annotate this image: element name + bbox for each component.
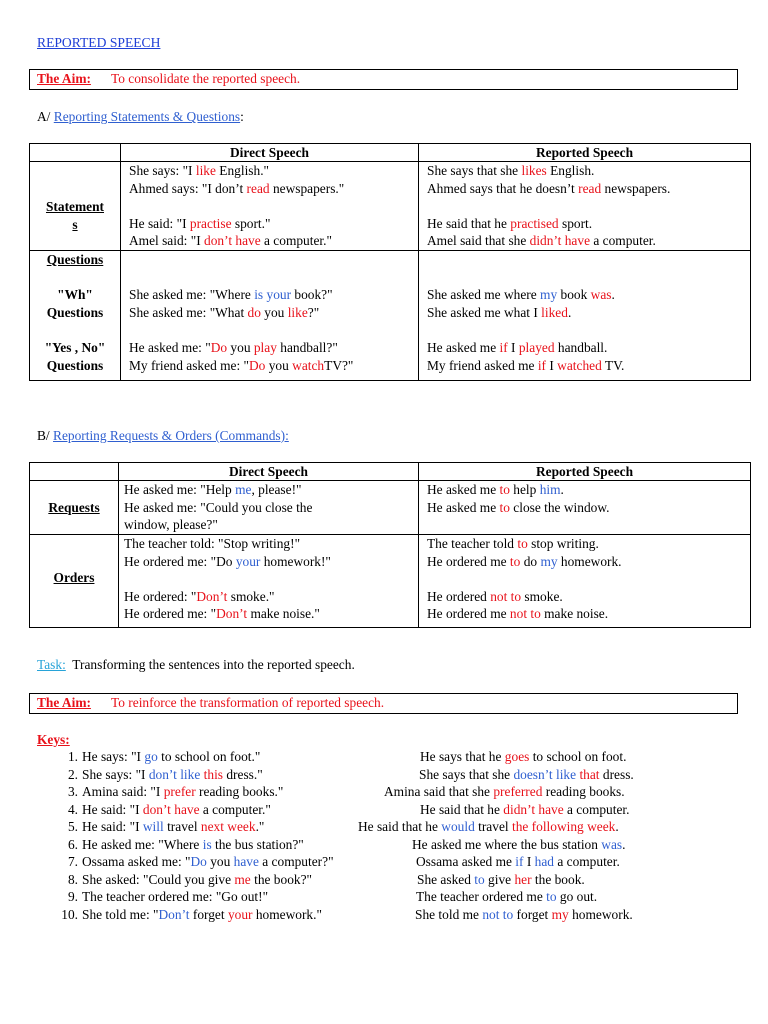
wh-reported-2: She asked me what I liked. — [427, 304, 572, 320]
label-statements-line2: s — [72, 216, 78, 232]
label-orders — [30, 535, 119, 628]
order-direct-1: The teacher told: "Stop writing!" — [124, 536, 301, 551]
label-statements — [30, 162, 121, 251]
table-b-header-reported: Reported Speech — [419, 463, 751, 481]
request-reported-2: He asked me to close the window. — [427, 499, 610, 515]
label-orders-text: Orders — [53, 570, 95, 585]
yn-reported-1: He asked me if I played handball. — [427, 339, 608, 355]
statement-direct-3: He said: "I practise sport." — [129, 215, 271, 231]
section-a-suffix: : — [240, 109, 244, 124]
wh-reported-1: She asked me where my book was. — [427, 287, 615, 303]
orders-reported — [419, 535, 751, 628]
yn-direct-2: My friend asked me: "Do you watchTV?" — [129, 357, 354, 373]
task-line — [37, 657, 355, 673]
section-b-title[interactable]: Reporting Requests & Orders (Commands): — [53, 428, 289, 443]
document-title: REPORTED SPEECH — [37, 35, 161, 50]
order-reported-1: The teacher told to stop writing. — [427, 536, 599, 551]
requests-reported — [419, 481, 751, 535]
table-requests-orders — [29, 462, 751, 628]
questions-direct — [121, 250, 419, 380]
order-reported-3: He ordered not to smoke. — [427, 588, 563, 604]
aim2-text: To reinforce the transformation of reported speech. — [111, 695, 385, 710]
statements-direct — [121, 162, 419, 251]
table-a-header-direct: Direct Speech — [121, 144, 419, 162]
section-b-prefix: B/ — [37, 428, 50, 443]
aim-label: The Aim: — [37, 71, 91, 86]
label-questions — [30, 250, 121, 380]
order-reported-2: He ordered me to do my homework. — [427, 553, 622, 569]
table-b-corner — [30, 463, 119, 481]
request-direct-3: window, please?" — [124, 517, 218, 533]
section-a-title[interactable]: Reporting Statements & Questions — [53, 109, 241, 124]
orders-direct — [119, 535, 419, 628]
questions-reported — [419, 250, 751, 380]
keys-label: Keys: — [37, 732, 70, 747]
section-b-heading — [37, 428, 289, 444]
table-b-header-direct: Direct Speech — [119, 463, 419, 481]
table-statements-questions — [29, 143, 751, 381]
task-text: Transforming the sentences into the reported speech. — [72, 657, 355, 672]
statement-direct-1: She says: "I like English." — [129, 163, 270, 178]
order-direct-2: He ordered me: "Do your homework!" — [124, 553, 331, 569]
section-a-heading — [37, 109, 244, 125]
label-yn-line2: Questions — [46, 357, 104, 373]
wh-direct-1: She asked me: "Where is your book?" — [129, 287, 333, 303]
label-wh-line2: Questions — [46, 304, 104, 320]
statement-direct-2: Ahmed says: "I don’t read newspapers." — [129, 180, 345, 196]
requests-direct — [119, 481, 419, 535]
table-a-header-reported: Reported Speech — [419, 144, 751, 162]
yn-reported-2: My friend asked me if I watched TV. — [427, 357, 625, 373]
statements-reported — [419, 162, 751, 251]
label-requests-text: Requests — [48, 500, 100, 515]
wh-direct-2: She asked me: "What do you like?" — [129, 304, 320, 320]
statement-reported-3: He said that he practised sport. — [427, 215, 593, 231]
label-wh-line1: "Wh" — [57, 287, 93, 303]
label-requests — [30, 481, 119, 535]
section-a-prefix: A/ — [37, 109, 51, 124]
label-statements-line1: Statement — [45, 199, 104, 214]
request-reported-1: He asked me to help him. — [427, 482, 564, 497]
statement-reported-2: Ahmed says that he doesn’t read newspapers. — [427, 180, 671, 196]
statement-reported-1: She says that she likes English. — [427, 163, 595, 178]
aim2-label: The Aim: — [37, 695, 91, 710]
order-direct-4: He ordered me: "Don’t make noise." — [124, 606, 320, 622]
request-direct-1: He asked me: "Help me, please!" — [124, 482, 302, 497]
task-label: Task: — [37, 657, 66, 672]
statement-reported-4: Amel said that she didn’t have a computer. — [427, 233, 656, 249]
table-a-corner — [30, 144, 121, 162]
request-direct-2: He asked me: "Could you close the — [124, 499, 313, 515]
label-questions-title: Questions — [46, 251, 104, 267]
aim-box-2 — [29, 693, 738, 714]
order-reported-4: He ordered me not to make noise. — [427, 606, 609, 622]
aim-box-1 — [29, 69, 738, 90]
statement-direct-4: Amel said: "I don’t have a computer." — [129, 233, 332, 249]
yn-direct-1: He asked me: "Do you play handball?" — [129, 339, 338, 355]
aim-text: To consolidate the reported speech. — [111, 71, 301, 86]
label-yn-line1: "Yes , No" — [44, 339, 106, 355]
order-direct-3: He ordered: "Don’t smoke." — [124, 588, 275, 604]
